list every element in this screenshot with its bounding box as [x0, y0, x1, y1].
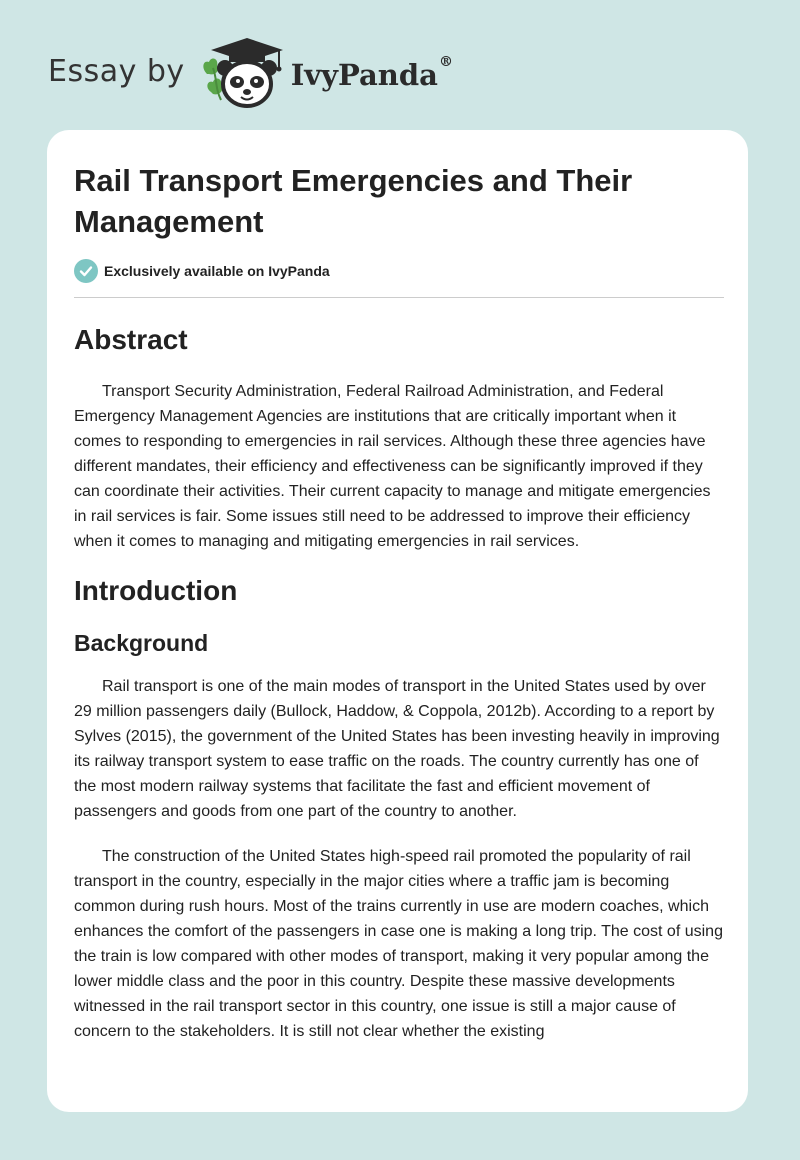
- exclusive-badge-text: Exclusively available on IvyPanda: [104, 263, 330, 279]
- abstract-paragraph: Transport Security Administration, Federal Railroad Administration, and Federal Emergency Management Agencies are institutions that are critically important when it comes to responding to emergencies in rail services. Although these three agencies have different mandates, their efficiency and effectiveness can be significantly improved if they can coordinate their activities. Their current capacity to manage and mitigate emergencies in rail services is fair. Some issues still need to be addressed to improve their efficiency when it comes to managing and mitigating emergencies in rail services.: [74, 383, 711, 550]
- site-header: [48, 34, 453, 114]
- background-paragraph-2: The construction of the United States high-speed rail promoted the popularity of rail transport in the country, especially in the major cities where a traffic jam is becoming common during rush hours. Most of the trains currently in use are modern coaches, which enhances the comfort of the passengers in case one is making a long trip. The cost of using the train is low compared with other modes of transport, making it very popular among the lower middle class and the poor in this country. Despite these massive developments witnessed in the rail transport sector in this country, one issue is still a major cause of concern to the stakeholders. It is still not clear whether the existing: [74, 848, 723, 1040]
- panda-graduate-icon[interactable]: [199, 34, 291, 115]
- essay-card: [47, 130, 748, 1112]
- background-paragraph-1: Rail transport is one of the main modes of transport in the United States used by over 29 million passengers daily (Bullock, Haddow, & Coppola, 2012b). According to a report by Sylves (2015), the government of the United States has been investing heavily in improving its railway transport system to ease traffic on the roads. The country currently has one of the most modern railway systems that facilitate the fast and efficient movement of passengers and goods from one part of the country to another.: [74, 678, 720, 820]
- check-icon: [74, 259, 98, 283]
- brand-name: IvyPanda: [290, 58, 438, 92]
- introduction-heading: Introduction: [74, 575, 238, 606]
- essay-title: Rail Transport Emergencies and Their Management: [74, 163, 633, 239]
- essay-content: [74, 160, 724, 1044]
- registered-mark: ®: [438, 54, 453, 70]
- abstract-heading: Abstract: [74, 324, 188, 355]
- background-heading: Background: [74, 630, 209, 656]
- title-divider: [74, 297, 724, 298]
- ivypanda-brand[interactable]: [290, 54, 453, 92]
- exclusive-badge: [74, 259, 724, 283]
- essay-by-label: Essay by: [48, 53, 185, 89]
